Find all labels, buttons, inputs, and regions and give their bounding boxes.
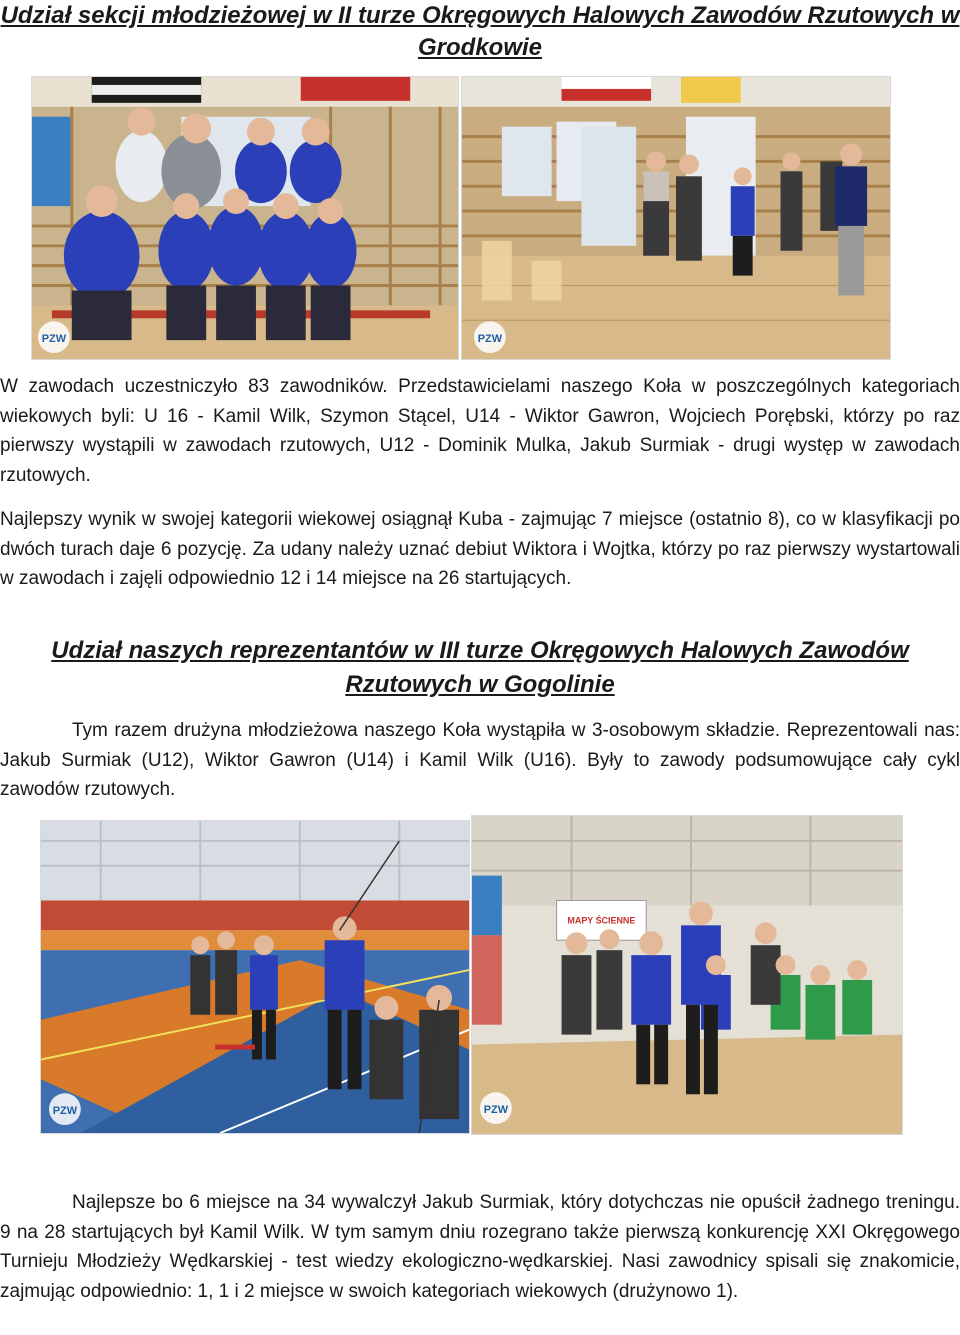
pzw-logo-icon bbox=[480, 1092, 512, 1124]
svg-text:MAPY ŚCIENNE: MAPY ŚCIENNE bbox=[567, 915, 636, 926]
eco-test-group-photo bbox=[471, 815, 903, 1135]
pzw-logo-icon bbox=[49, 1093, 81, 1125]
paragraph-team-gogolin: Tym razem drużyna młodzieżowa naszego Koła wystąpiła w 3-osobowym składzie. Reprezentowali nas: Jakub Surmiak (U12), Wiktor Gawron (U14) i Kamil Wilk (U16). Były to zawody podsumowujące cały cykl zawodów rzutowych. bbox=[0, 720, 960, 800]
paragraph-results-gogolin: Najlepsze bo 6 miejsce na 34 wywalczył Jakub Surmiak, który dotychczas nie opuścił żadnego treningu. 9 na 28 startujących był Kamil Wilk. W tym samym dniu rozegrano także pierwszą konkurencję XXI Okręgowego Turnieju Młodzieży Wędkarskiej - test wiedzy ekologiczno-wędkarskiej. Nasi zawodnicy spisali się znakomicie, zajmując odpowiednio: 1, 1 i 2 miejsce w swoich kategoriach wiekowych (drużynowo 1). bbox=[0, 1192, 960, 1302]
pzw-logo-icon bbox=[38, 321, 70, 353]
pzw-logo-icon bbox=[474, 321, 506, 353]
paragraph-participants: W zawodach uczestniczyło 83 zawodników. Przedstawicielami naszego Koła w poszczególnych kategoriach wiekowych byli: U 16 - Kamil Wilk, Szymon Stącel, U14 - Wiktor Gawron, Wojciech Porębski, którzy po raz pierwszy wystąpili w zawodach rzutowych, U12 - Dominik Mulka, Jakub Surmiak - drugi występ w zawodach rzutowych. bbox=[0, 376, 960, 486]
section-title-gogolin: Udział naszych reprezentantów w III turze Okręgowych Halowych Zawodów Rzutowych w Gogolinie bbox=[51, 637, 909, 698]
team-group-photo bbox=[31, 76, 459, 360]
svg-text:PZW: PZW bbox=[477, 333, 503, 346]
svg-text:PZW: PZW bbox=[483, 1104, 509, 1117]
hall-judges-photo bbox=[461, 76, 891, 360]
svg-text:PZW: PZW bbox=[41, 333, 67, 346]
section-title-grodkow: Udział sekcji młodzieżowej w II turze Okręgowych Halowych Zawodów Rzutowych w Grodkowie bbox=[0, 2, 960, 61]
paragraph-results-grodkow: Najlepszy wynik w swojej kategorii wiekowej osiągnął Kuba - zajmując 7 miejsce (ostatnio 8), co w klasyfikacji po dwóch turach daje 6 pozycję. Za udany należy uznać debiut Wiktora i Wojtka, którzy po raz pierwszy wystartowali w zawodach i zajęli odpowiednio 12 i 14 miejsce na 26 startujących. bbox=[0, 509, 960, 589]
casting-hall-photo bbox=[40, 820, 470, 1134]
svg-text:PZW: PZW bbox=[52, 1105, 78, 1118]
